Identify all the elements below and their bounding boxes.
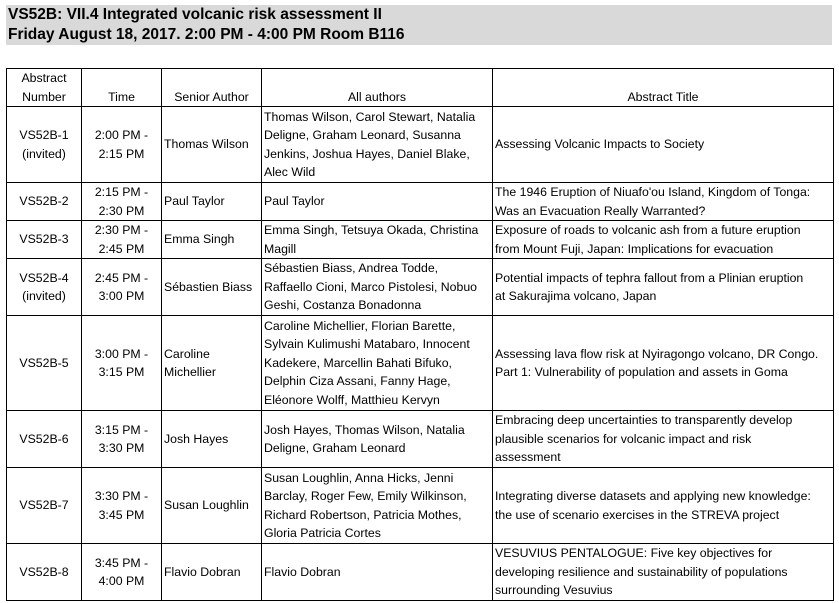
senior-author: Flavio Dobran (162, 544, 262, 601)
time-slot: 3:00 PM - 3:15 PM (82, 316, 162, 411)
time-slot: 3:15 PM - 3:30 PM (82, 411, 162, 468)
all-authors: Caroline Michellier, Florian Barette, Sylvain Kulimushi Matabaro, Innocent Kadekere, Marcellin Bahati Bifuko, Delphin Ciza Assani, Fanny Hage, Eléonore Wolff, Matthieu Kervyn (262, 316, 493, 411)
table-row (7, 316, 834, 411)
abstract-title: Exposure of roads to volcanic ash from a future eruption from Mount Fuji, Japan: Implications for evacuation (493, 221, 834, 259)
col-header-abstract-number: Abstract Number (7, 69, 82, 107)
all-authors: Thomas Wilson, Carol Stewart, Natalia Deligne, Graham Leonard, Susanna Jenkins, Joshua Hayes, Daniel Blake, Alec Wild (262, 107, 493, 183)
all-authors: Susan Loughlin, Anna Hicks, Jenni Barclay, Roger Few, Emily Wilkinson, Richard Robertson, Patricia Mothes, Gloria Patricia Cortes (262, 468, 493, 544)
table-row (7, 221, 834, 259)
time-slot: 2:45 PM - 3:00 PM (82, 259, 162, 316)
abstract-number: VS52B-1 (invited) (7, 107, 82, 183)
senior-author: Josh Hayes (162, 411, 262, 468)
all-authors: Flavio Dobran (262, 544, 493, 601)
abstract-number: VS52B-8 (7, 544, 82, 601)
abstract-number: VS52B-3 (7, 221, 82, 259)
abstract-number: VS52B-6 (7, 411, 82, 468)
abstract-number: VS52B-7 (7, 468, 82, 544)
col-header-senior-author: Senior Author (162, 69, 262, 107)
senior-author: Caroline Michellier (162, 316, 262, 411)
table-row (7, 468, 834, 544)
abstract-title: Integrating diverse datasets and applying new knowledge: the use of scenario exercises in the STREVA project (493, 468, 834, 544)
table-header-row (7, 69, 834, 107)
time-slot: 2:30 PM - 2:45 PM (82, 221, 162, 259)
session-header (6, 5, 832, 45)
all-authors: Emma Singh, Tetsuya Okada, Christina Magill (262, 221, 493, 259)
table-row (7, 107, 834, 183)
col-header-time: Time (82, 69, 162, 107)
abstract-title: Potential impacts of tephra fallout from a Plinian eruption at Sakurajima volcano, Japan (493, 259, 834, 316)
senior-author: Paul Taylor (162, 183, 262, 221)
time-slot: 2:15 PM - 2:30 PM (82, 183, 162, 221)
abstract-title: VESUVIUS PENTALOGUE: Five key objectives for developing resilience and sustainability of populations surrounding Vesuvius (493, 544, 834, 601)
table-row (7, 259, 834, 316)
abstract-title: Assessing Volcanic Impacts to Society (493, 107, 834, 183)
table-row (7, 183, 834, 221)
table-row (7, 544, 834, 601)
time-slot: 3:30 PM - 3:45 PM (82, 468, 162, 544)
senior-author: Susan Loughlin (162, 468, 262, 544)
table-row (7, 411, 834, 468)
all-authors: Sébastien Biass, Andrea Todde, Raffaello Cioni, Marco Pistolesi, Nobuo Geshi, Costanza Bonadonna (262, 259, 493, 316)
senior-author: Emma Singh (162, 221, 262, 259)
time-slot: 3:45 PM - 4:00 PM (82, 544, 162, 601)
abstract-number: VS52B-4 (invited) (7, 259, 82, 316)
time-slot: 2:00 PM - 2:15 PM (82, 107, 162, 183)
col-header-all-authors: All authors (262, 69, 493, 107)
abstract-number: VS52B-2 (7, 183, 82, 221)
senior-author: Thomas Wilson (162, 107, 262, 183)
abstract-number: VS52B-5 (7, 316, 82, 411)
all-authors: Josh Hayes, Thomas Wilson, Natalia Deligne, Graham Leonard (262, 411, 493, 468)
abstract-title: Embracing deep uncertainties to transparently develop plausible scenarios for volcanic impact and risk assessment (493, 411, 834, 468)
abstract-table (6, 68, 834, 601)
col-header-abstract-title: Abstract Title (493, 69, 834, 107)
senior-author: Sébastien Biass (162, 259, 262, 316)
session-title: VS52B: VII.4 Integrated volcanic risk assessment II (8, 6, 382, 23)
abstract-title: Assessing lava flow risk at Nyiragongo volcano, DR Congo. Part 1: Vulnerability of population and assets in Goma (493, 316, 834, 411)
abstract-title: The 1946 Eruption of Niuafo'ou Island, Kingdom of Tonga: Was an Evacuation Really Warranted? (493, 183, 834, 221)
session-date-room: Friday August 18, 2017. 2:00 PM - 4:00 PM Room B116 (8, 26, 405, 43)
all-authors: Paul Taylor (262, 183, 493, 221)
